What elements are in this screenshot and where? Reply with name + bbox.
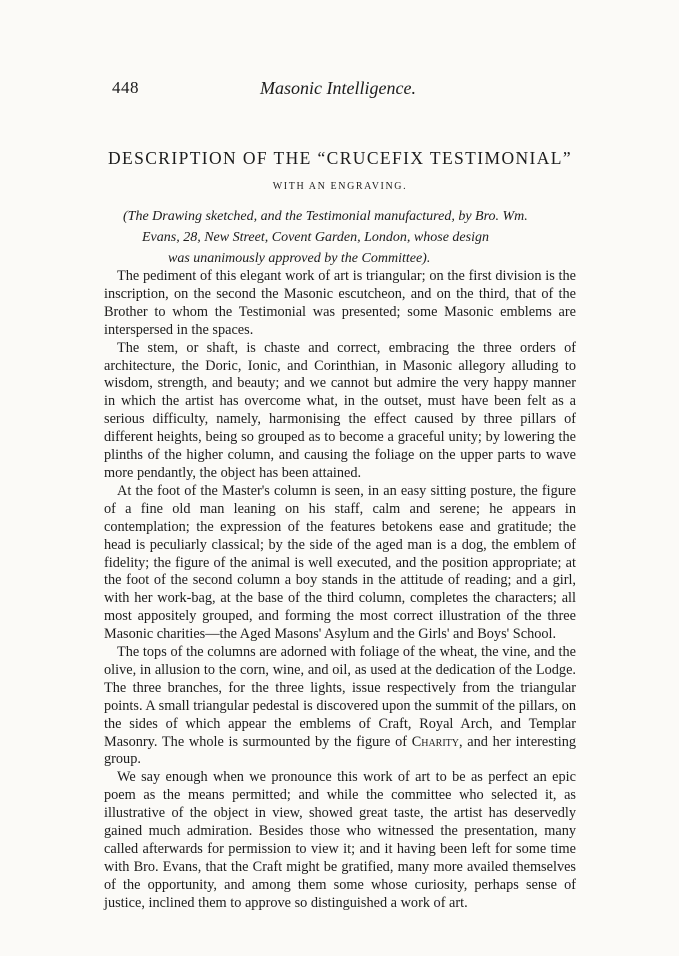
article-body — [104, 268, 576, 913]
article-subtitle: WITH AN ENGRAVING. — [272, 181, 408, 192]
paragraph-columns — [104, 644, 576, 769]
paragraph-stem: The stem, or shaft, is chaste and correct, embracing the three orders of architecture, the Doric, Ionic, and Corinthian, in Masonic allegory alluding to wisdom, strength, and beauty; and we cannot but admire the very happy manner in which the artist has overcome what, in the outset, must have been felt as a serious difficulty, namely, harmonising the effect caused by three pillars of different heights, being so grouped as to become a graceful unity; by lowering the plinths of the higher column, and causing the foliage on the upper parts to wave more pendantly, the object has been attained. — [104, 339, 576, 481]
credit-line: was unanimously approved by the Committee). — [168, 251, 431, 266]
article-title: DESCRIPTION OF THE “CRUCEFIX TESTIMONIAL” — [107, 148, 573, 168]
paragraph-text: , and her interesting group. — [104, 733, 576, 768]
paragraph-conclusion: We say enough when we pronounce this work of art to be as perfect an epic poem as the means permitted; and while the committee who selected it, as illustrative of the object in view, showed great taste, the artist has deservedly gained much admiration. Besides those who witnessed the presentation, many called afterwards for permission to view it; and it having been left for some time with Bro. Evans, that the Craft might be gratified, many more availed themselves of the opportunity, and among them some whose curiosity, perhaps sense of justice, inclined them to approve so distinguished a work of art. — [104, 769, 576, 911]
running-title: Masonic Intelligence. — [260, 78, 416, 98]
credit-line: (The Drawing sketched, and the Testimonial manufactured, by Bro. Wm. — [123, 209, 528, 224]
paragraph-pediment: The pediment of this elegant work of art is triangular; on the first division is the inscription, on the second the Masonic escutcheon, and on the third, that of the Brother to whom the Testimonial was presented; some Masonic emblems are interspersed in the spaces. — [104, 268, 576, 338]
credit-line: Evans, 28, New Street, Covent Garden, London, whose design — [142, 230, 489, 245]
paragraph-figures: At the foot of the Master's column is seen, in an easy sitting posture, the figure of a fine old man leaning on his staff, calm and serene; he appears in contemplation; the expression of the features betokens ease and gratitude; the head is peculiarly classical; by the side of the aged man is a dog, the emblem of fidelity; the figure of the animal is well executed, and the position appropriate; at the foot of the second column a boy stands in the attitude of reading; and a girl, with her work-bag, at the base of the third column, completes the characters; all most appositely grouped, and forming the most correct illustration of the three Masonic charities—the Aged Masons' Asylum and the Girls' and Boys' School. — [104, 482, 576, 643]
engraving-credit — [123, 206, 593, 269]
paragraph-text: The tops of the columns are adorned with foliage of the wheat, the vine, and the olive, in allusion to the corn, wine, and oil, as used at the dedication of the Lodge. The three branches, for the three lights, issue respectively from the triangular points. A small triangular pedestal is discovered upon the summit of the pillars, on the sides of which appear the emblems of Craft, Royal Arch, and Templar Masonry. The whole is surmounted by the figure of — [104, 644, 576, 750]
charity-smallcaps: Charity — [411, 733, 460, 750]
running-head — [112, 78, 564, 104]
page-number: 448 — [112, 78, 139, 97]
